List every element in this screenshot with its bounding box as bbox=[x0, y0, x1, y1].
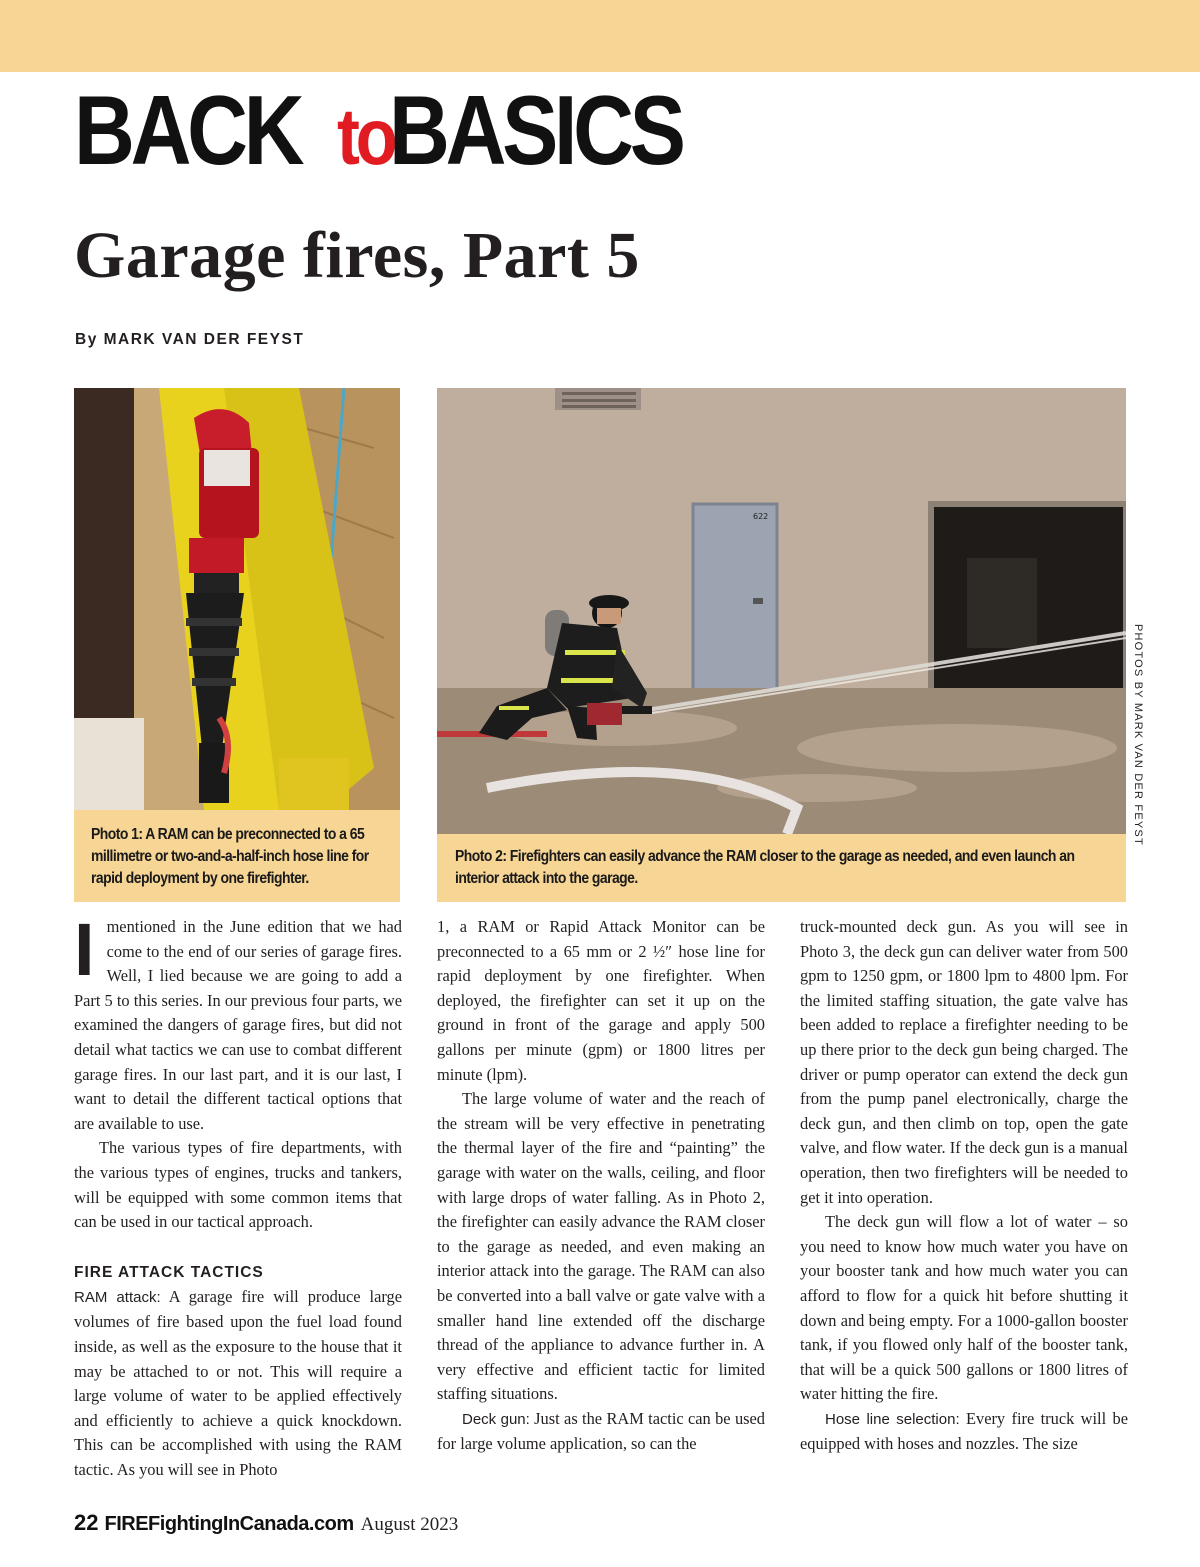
ram-attack-lead: RAM attack: bbox=[74, 1288, 161, 1306]
photo-credit-text: PHOTOS BY MARK VAN DER FEYST bbox=[1132, 624, 1144, 846]
masthead-basics: BASICS bbox=[388, 75, 682, 185]
footer-site: FIREFightingInCanada.com bbox=[104, 1513, 354, 1535]
deck-gun-text-part2: truck-mounted deck gun. As you will see in Photo 3, the deck gun can deliver water from 500 gpm to 1250 gpm, or 1800 lpm to 4800 lpm. For the limited staffing situation, the gate valve has been added to replace a firefighter needing to be up there prior to the deck gun being charged. The driver or pump operator can extend the deck gun from the pump panel electronically, charge the deck gun, and then climb on top, open the gate valve, and flow water. If the deck gun is a manual operation, then two firefighters will be needed to get it into operation. bbox=[800, 917, 1128, 1207]
footer-date: August 2023 bbox=[360, 1514, 459, 1535]
paragraph-booster-tank: The deck gun will flow a lot of water – so you need to know how much water you have on your booster tank and how much water you can afford to flow for a quick hit before shutting it down and being empty. For a 1000-gallon booster tank, if you flowed only half of the booster tank, that will be a quick 500 gallons or 1800 litres of water hitting the fire. bbox=[800, 1212, 1128, 1404]
byline: By MARK VAN DER FEYST bbox=[75, 331, 305, 348]
paragraph-equipment: The various types of fire departments, with the various types of engines, trucks and tankers, will be equipped with some common items that can be used in our tactical approach. bbox=[74, 1138, 402, 1232]
firefighter-photo-icon bbox=[437, 388, 1126, 834]
subhead-fire-attack-tactics: FIRE ATTACK TACTICS bbox=[74, 1263, 264, 1281]
drop-cap: I bbox=[74, 908, 95, 991]
photo2-caption bbox=[437, 834, 1126, 902]
paragraph-intro-text: mentioned in the June edition that we had come to the end of our series of garage fires. Well, I lied because we are going to add a Part 5 to this series. In our previous four parts, we examined the dangers of garage fires, but did not detail what tactics we can use to combat different garage fires. In our last part, and it is our last, I want to detail the different tactical options that are available to use. bbox=[74, 917, 402, 1133]
page-number: 22 bbox=[74, 1510, 99, 1535]
photo1-caption-text: Photo 1: A RAM can be preconnected to a 65 millimetre or two-and-a-half-inch hose line for rapid deployment by one firefighter. bbox=[91, 826, 369, 887]
ram-attack-text-part2: 1, a RAM or Rapid Attack Monitor can be preconnected to a 65 mm or 2 ½″ hose line for rapid deployment by one firefighter. When deployed, the firefighter can set it up on the ground in front of the garage and apply 500 gallons per minute (gpm) or 1800 litres per minute (lpm). bbox=[437, 917, 765, 1084]
photo2-caption-text: Photo 2: Firefighters can easily advance the RAM closer to the garage as needed, and even launch an interior attack into the garage. bbox=[455, 848, 1075, 887]
ram-attack-text-part1: A garage fire will produce large volumes of fire based upon the fuel load found inside, as well as the exposure to the house that it may be attached to or not. This will require a large volume of water to be applied effectively and efficiently to achieve a quick knockdown. This can be accomplished with using the RAM tactic. As you will see in Photo bbox=[74, 1286, 403, 1479]
article-column-2 bbox=[437, 915, 765, 1457]
photo-credit bbox=[1130, 624, 1146, 846]
paragraph-deck-gun bbox=[437, 1407, 765, 1457]
paragraph-intro bbox=[74, 908, 402, 1136]
photo-ram-nozzle bbox=[74, 388, 400, 810]
masthead-back: BACK bbox=[74, 75, 301, 185]
masthead-to: to bbox=[337, 92, 394, 181]
paragraph-hose-line bbox=[800, 1407, 1128, 1457]
paragraph-ram-attack-cont bbox=[437, 915, 765, 1087]
door-number: 622 bbox=[753, 512, 769, 521]
paragraph-stream-reach: The large volume of water and the reach of the stream will be very effective in penetrating the thermal layer of the fire and “painting” the garage with water on the walls, ceiling, and floor with large drops of water falling. As in Photo 2, the firefighter can easily advance the RAM closer to the garage as needed, and even making an interior attack into the garage. The RAM can also be converted into a ball valve or gate valve with a smaller hand line extended off the discharge thread of the appliance to advance further in. A very effective and efficient tactic for limited staffing situations. bbox=[437, 1089, 765, 1404]
page-footer bbox=[74, 1510, 458, 1536]
ram-nozzle-photo-icon bbox=[74, 388, 400, 810]
deck-gun-lead: Deck gun: bbox=[462, 1410, 530, 1428]
article-column-3 bbox=[800, 915, 1128, 1457]
paragraph-ram-attack bbox=[74, 1285, 402, 1483]
deck-gun-text-part1: Just as the RAM tactic can be used for large volume application, so can the bbox=[437, 1408, 765, 1454]
article-column-1 bbox=[74, 908, 403, 1482]
hose-line-text: Every fire truck will be equipped with hoses and nozzles. The size bbox=[800, 1408, 1129, 1454]
article-title: Garage fires, Part 5 bbox=[74, 219, 640, 292]
section-masthead bbox=[74, 75, 729, 185]
photo1-caption bbox=[74, 810, 400, 902]
photo-firefighter-garage bbox=[437, 388, 1126, 834]
header-band bbox=[0, 0, 1200, 72]
paragraph-deck-gun-cont bbox=[800, 915, 1128, 1210]
hose-line-lead: Hose line selection: bbox=[825, 1410, 960, 1428]
